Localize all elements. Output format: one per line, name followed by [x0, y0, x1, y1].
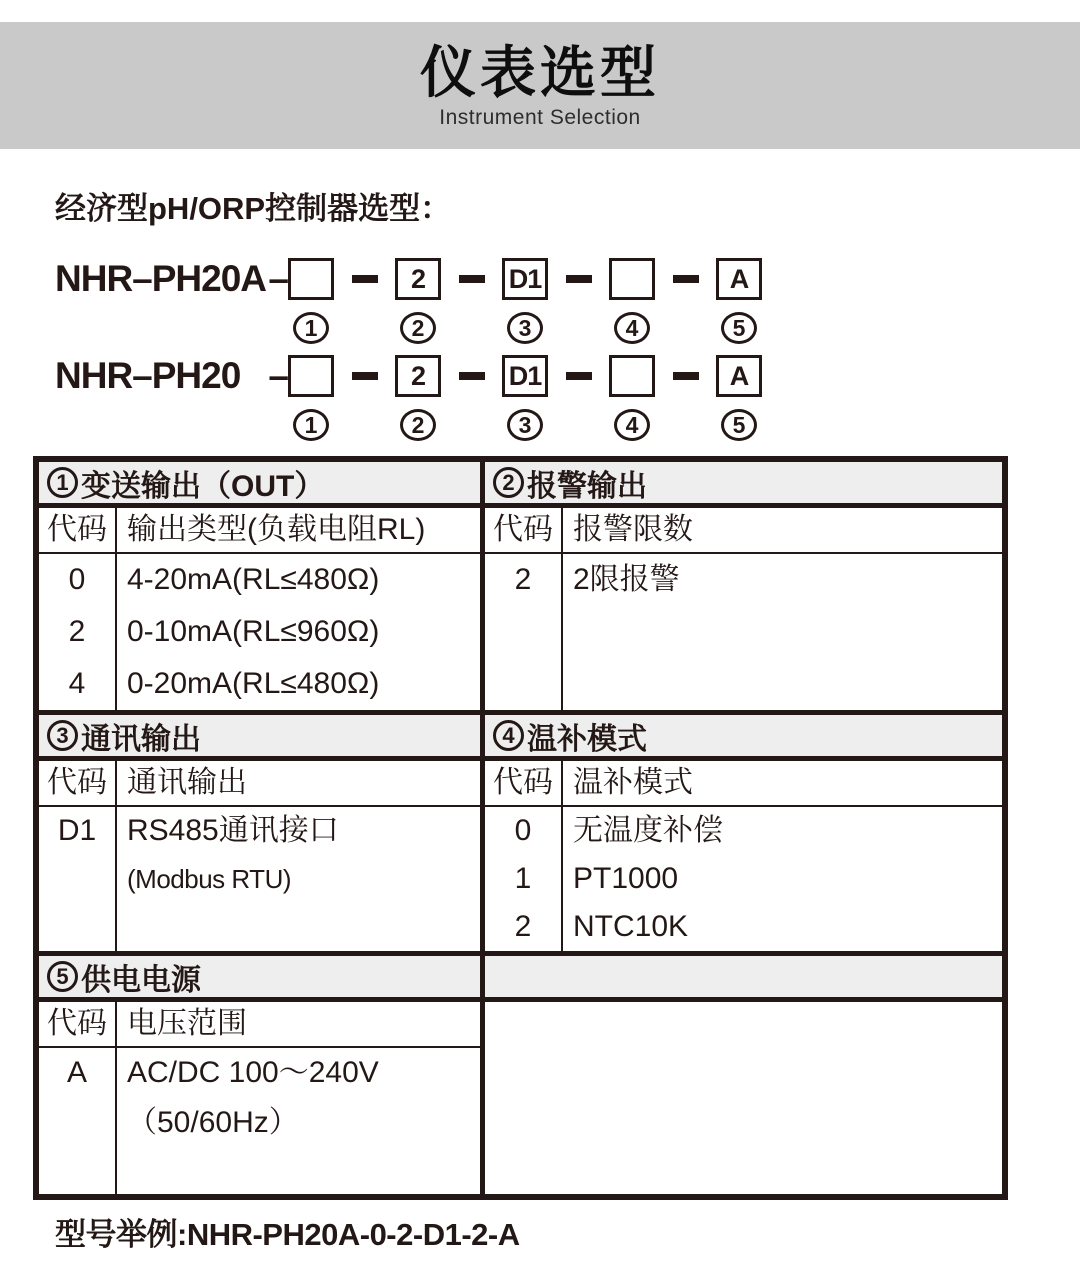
data-rows [485, 807, 1002, 951]
model-slot-5 [716, 258, 762, 344]
position-number: 3 [518, 411, 532, 438]
model-example: 型号举例:NHR-PH20A-0-2-D1-2-A [55, 1217, 520, 1252]
code-value: A [66, 1056, 87, 1089]
circled-number-value: 4 [502, 722, 515, 748]
model-slot-4 [609, 355, 655, 441]
desc-value: 0-10mA(RL≤960Ω) [127, 615, 380, 648]
table-section-header [39, 462, 480, 508]
position-circle-2 [400, 409, 436, 441]
data-rows [39, 1048, 480, 1194]
model-slot-4 [609, 258, 655, 344]
code-column [485, 807, 563, 951]
model-code-diagram [55, 258, 1080, 441]
model-slot-2 [395, 258, 441, 344]
circled-number-value: 1 [56, 469, 69, 495]
dash-separator [566, 275, 592, 283]
table-section-2 [39, 710, 1002, 951]
model-slot-1 [288, 355, 334, 441]
dash-separator [673, 275, 699, 283]
page-subtitle: Instrument Selection [439, 105, 641, 129]
position-circle-3 [507, 409, 543, 441]
column-header-row [39, 1002, 480, 1048]
table-section-header [39, 956, 480, 1002]
dash-separator [459, 275, 485, 283]
code-box-value: 2 [410, 360, 426, 391]
position-circle-3 [507, 312, 543, 344]
column-header-desc: 电压范围 [127, 1007, 247, 1040]
position-circle-4 [614, 312, 650, 344]
position-circle-5 [721, 409, 757, 441]
code-column [485, 554, 563, 710]
desc-value: RS485通讯接口 [127, 814, 339, 847]
desc-value-secondary: （50/60Hz） [127, 1106, 299, 1139]
position-number: 4 [625, 314, 639, 341]
page-title: 仪表选型 [420, 41, 660, 104]
table-section-header [485, 715, 1002, 761]
position-number: 2 [411, 411, 425, 438]
column-header-desc: 报警限数 [573, 513, 693, 546]
code-box-4 [609, 258, 655, 300]
data-rows [485, 554, 1002, 710]
document-page [0, 22, 1080, 1254]
table-section-header-empty [485, 956, 1002, 1002]
code-column [39, 807, 117, 951]
column-header-row [39, 761, 480, 807]
code-value: 2 [68, 615, 86, 648]
table-section-title: 温补模式 [527, 722, 647, 756]
desc-value: NTC10K [573, 910, 689, 943]
code-box-value: D1 [508, 360, 542, 391]
dash-separator [459, 372, 485, 380]
code-value: 2 [514, 563, 532, 596]
desc-value: 0-20mA(RL≤480Ω) [127, 667, 380, 700]
dash-separator [352, 372, 378, 380]
code-value: 2 [514, 910, 532, 943]
model-name-dash: – [268, 258, 288, 299]
column-header-code: 代码 [39, 761, 117, 805]
data-rows [39, 807, 480, 951]
position-number: 1 [304, 411, 318, 438]
column-header-desc: 温补模式 [573, 766, 693, 799]
code-box-5 [716, 355, 762, 397]
position-number: 5 [732, 314, 746, 341]
section-comm-output [39, 715, 480, 951]
circled-number-icon [47, 961, 78, 992]
column-header-row [485, 761, 1002, 807]
model-slot-2 [395, 355, 441, 441]
selection-table [33, 456, 1008, 1200]
dash-separator [352, 275, 378, 283]
code-box-3 [502, 355, 548, 397]
model-name-text: NHR–PH20 [55, 355, 241, 396]
circled-number-icon [47, 720, 78, 751]
code-box-2 [395, 355, 441, 397]
circled-number-value: 5 [56, 963, 69, 989]
desc-column [563, 554, 1002, 710]
code-box-4 [609, 355, 655, 397]
code-column [39, 1048, 117, 1194]
table-section-1 [39, 462, 1002, 710]
model-name-dash: – [268, 355, 288, 396]
position-number: 5 [732, 411, 746, 438]
table-section-title: 通讯输出 [81, 722, 201, 756]
circled-number-value: 3 [56, 722, 69, 748]
column-header-code: 代码 [39, 508, 117, 552]
code-value: 4 [68, 667, 86, 700]
column-header-code: 代码 [39, 1002, 117, 1046]
column-header-desc: 通讯输出 [127, 766, 247, 799]
section-power-supply [39, 956, 480, 1194]
table-section-title: 变送输出（OUT） [81, 469, 325, 503]
position-circle-2 [400, 312, 436, 344]
data-rows [39, 554, 480, 710]
desc-value: 无温度补偿 [573, 814, 723, 847]
circled-number-value: 2 [502, 469, 515, 495]
code-box-value: A [729, 263, 749, 294]
code-box-2 [395, 258, 441, 300]
desc-value: AC/DC 100～240V [127, 1056, 379, 1089]
desc-column [117, 554, 480, 710]
circled-number-icon [493, 467, 524, 498]
desc-column [117, 807, 480, 951]
position-circle-5 [721, 312, 757, 344]
column-header-row [485, 508, 1002, 554]
column-header-desc: 输出类型(负载电阻RL) [127, 513, 426, 546]
model-row-nhr-ph20a [55, 258, 1080, 344]
circled-number-icon [47, 467, 78, 498]
page-banner [0, 22, 1080, 149]
section-temp-compensation [480, 715, 1002, 951]
desc-value: PT1000 [573, 862, 679, 895]
position-circle-1 [293, 409, 329, 441]
model-name-text: NHR–PH20A [55, 258, 267, 299]
desc-column [117, 1048, 480, 1194]
code-value: D1 [57, 814, 97, 847]
desc-value: 4-20mA(RL≤480Ω) [127, 563, 380, 596]
table-section-header [485, 462, 1002, 508]
section-empty [480, 956, 1002, 1194]
desc-value: 2限报警 [573, 563, 680, 596]
desc-column [563, 807, 1002, 951]
model-row-nhr-ph20 [55, 355, 1080, 441]
model-slot-1 [288, 258, 334, 344]
code-box-value: D1 [508, 263, 542, 294]
section-alarm-output [480, 462, 1002, 710]
table-section-title: 供电电源 [81, 963, 201, 997]
dash-separator [673, 372, 699, 380]
model-slot-3 [502, 355, 548, 441]
code-box-value: 2 [410, 263, 426, 294]
code-column [39, 554, 117, 710]
column-header-code: 代码 [485, 761, 563, 805]
table-section-3 [39, 951, 1002, 1194]
desc-value-secondary: (Modbus RTU) [127, 864, 292, 894]
code-value: 0 [68, 563, 86, 596]
position-number: 4 [625, 411, 639, 438]
code-value: 0 [514, 814, 532, 847]
code-box-1 [288, 355, 334, 397]
position-circle-1 [293, 312, 329, 344]
table-section-header [39, 715, 480, 761]
model-name [55, 355, 288, 397]
column-header-code: 代码 [485, 508, 563, 552]
model-slot-5 [716, 355, 762, 441]
model-slot-3 [502, 258, 548, 344]
code-value: 1 [514, 862, 532, 895]
column-header-row [39, 508, 480, 554]
position-number: 3 [518, 314, 532, 341]
position-number: 1 [304, 314, 318, 341]
position-number: 2 [411, 314, 425, 341]
code-box-1 [288, 258, 334, 300]
table-section-title: 报警输出 [527, 469, 647, 503]
code-box-3 [502, 258, 548, 300]
dash-separator [566, 372, 592, 380]
empty-cell [485, 1002, 1002, 1194]
section-transmit-output [39, 462, 480, 710]
section-heading: 经济型pH/ORP控制器选型： [55, 191, 452, 226]
circled-number-icon [493, 720, 524, 751]
model-name [55, 258, 288, 300]
code-box-value: A [729, 360, 749, 391]
code-box-5 [716, 258, 762, 300]
position-circle-4 [614, 409, 650, 441]
